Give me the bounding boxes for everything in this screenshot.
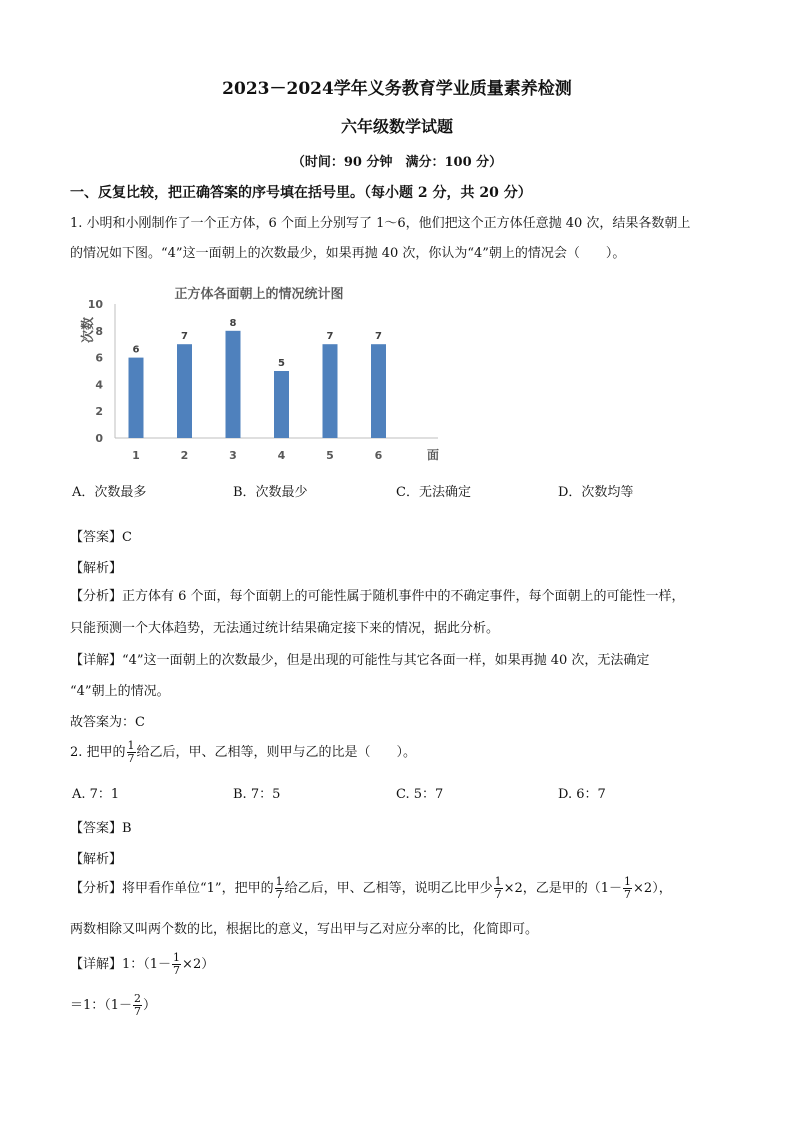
q1-conclusion: 故答案为：C <box>70 715 145 730</box>
q2-stem-text-b: 给乙后，甲、乙相等，则甲与乙的比是（ ）。 <box>136 745 417 760</box>
bar-data-label: 7 <box>326 331 334 343</box>
chart-x-label: 面 <box>427 448 440 462</box>
fraction-1-7: $\frac{1}{7}$ <box>173 951 181 977</box>
q2-analysis-label: 【解析】 <box>70 852 123 867</box>
q1-option-b: B．次数最少 <box>233 485 308 500</box>
bar-face-4 <box>274 371 289 438</box>
y-tick-label: 8 <box>95 324 103 338</box>
q2-analysis-text-c: ×2，乙是甲的（1－ <box>503 881 623 896</box>
y-tick-label: 6 <box>95 351 103 365</box>
bar-data-label: 7 <box>375 331 382 343</box>
exam-subtitle: 六年级数学试题 <box>340 117 453 136</box>
q1-answer: 【答案】C <box>70 530 132 545</box>
bar-data-label: 8 <box>229 317 237 329</box>
exam-title: 2023－2024学年义务教育学业质量素养检测 <box>222 79 572 99</box>
bar-face-1 <box>129 358 144 438</box>
bar-data-label: 6 <box>132 344 140 356</box>
fraction-2-7: $\frac{2}{7}$ <box>134 992 142 1018</box>
q2-step2-text-b: ） <box>143 998 157 1013</box>
q1-option-a: A．次数最多 <box>72 485 147 500</box>
q2-stem <box>70 740 416 765</box>
bar-chart <box>78 282 450 468</box>
exam-meta: （时间：90 分钟 满分：100 分） <box>291 155 503 170</box>
q1-detail-line1: 【详解】“4”这一面朝上的次数最少，但是出现的可能性与其它各面一样，如果再抛 40 次，无法确定 <box>70 653 650 668</box>
q2-answer: 【答案】B <box>70 821 132 836</box>
q1-analysis-line1: 【分析】正方体有 6 个面，每个面朝上的可能性属于随机事件中的不确定事件，每个面朝上的可能性一样， <box>70 589 685 604</box>
q1-analysis-line2: 只能预测一个大体趋势，无法通过统计结果确定接下来的情况，据此分析。 <box>70 621 500 636</box>
q2-analysis-text-d: ×2）， <box>633 881 672 896</box>
q2-option-a: A. 7：1 <box>72 787 120 802</box>
bar-face-3 <box>226 331 241 438</box>
chart-y-label: 次数 <box>81 316 96 344</box>
q2-analysis-line2: 两数相除又叫两个数的比，根据比的意义，写出甲与乙对应分率的比，化简即可。 <box>70 922 539 937</box>
fraction-1-7: $\frac{1}{7}$ <box>624 875 632 901</box>
q1-detail-line2: “4”朝上的情况。 <box>70 684 170 699</box>
fraction-1-7: $\frac{1}{7}$ <box>127 739 135 765</box>
x-tick-label: 4 <box>277 449 286 462</box>
q2-analysis-text-a: 【分析】将甲看作单位“1”，把甲的 <box>70 881 274 896</box>
x-tick-label: 1 <box>132 449 140 462</box>
q1-option-c: C．无法确定 <box>396 485 471 500</box>
q2-detail-text-a: 【详解】1：（1－ <box>70 957 172 972</box>
x-tick-label: 3 <box>229 449 237 462</box>
y-tick-label: 0 <box>95 432 103 445</box>
fraction-1-7: $\frac{1}{7}$ <box>275 875 283 901</box>
q1-stem-line2: 的情况如下图。“4”这一面朝上的次数最少，如果再抛 40 次，你认为“4”朝上的情况会（ ）。 <box>70 246 626 261</box>
q2-detail-step1 <box>70 952 214 977</box>
q2-analysis-text-b: 给乙后，甲、乙相等，说明乙比甲少 <box>284 881 493 896</box>
bar-face-5 <box>323 344 338 438</box>
y-tick-label: 10 <box>87 298 103 311</box>
y-tick-label: 2 <box>95 405 103 419</box>
bar-face-2 <box>177 344 192 438</box>
y-tick-label: 4 <box>95 378 103 392</box>
bar-face-6 <box>371 344 386 438</box>
bar-data-label: 5 <box>278 358 285 369</box>
bar-data-label: 7 <box>181 331 188 343</box>
q1-analysis-label: 【解析】 <box>70 561 123 576</box>
q2-stem-text-a: 2. 把甲的 <box>70 745 126 760</box>
q2-detail-step2 <box>70 993 156 1018</box>
q2-option-b: B. 7：5 <box>233 787 281 802</box>
q2-option-c: C. 5：7 <box>396 787 444 802</box>
x-tick-label: 5 <box>326 449 334 462</box>
x-tick-label: 6 <box>374 449 383 462</box>
q2-detail-text-b: ×2） <box>182 957 215 972</box>
q2-step2-text-a: ＝1：（1－ <box>70 998 133 1013</box>
x-tick-label: 2 <box>180 449 189 462</box>
fraction-1-7: $\frac{1}{7}$ <box>494 875 502 901</box>
section-heading: 一、反复比较，把正确答案的序号填在括号里。（每小题 2 分，共 20 分） <box>70 185 532 201</box>
chart-title: 正方体各面朝上的情况统计图 <box>174 287 344 302</box>
q1-option-d: D．次数均等 <box>558 485 634 500</box>
q2-analysis-line1 <box>70 876 672 901</box>
q2-option-d: D. 6：7 <box>558 787 606 802</box>
q1-stem-line1: 1. 小明和小刚制作了一个正方体，6 个面上分别写了 1～6，他们把这个正方体任意抛 40 次，结果各数朝上 <box>70 216 691 231</box>
